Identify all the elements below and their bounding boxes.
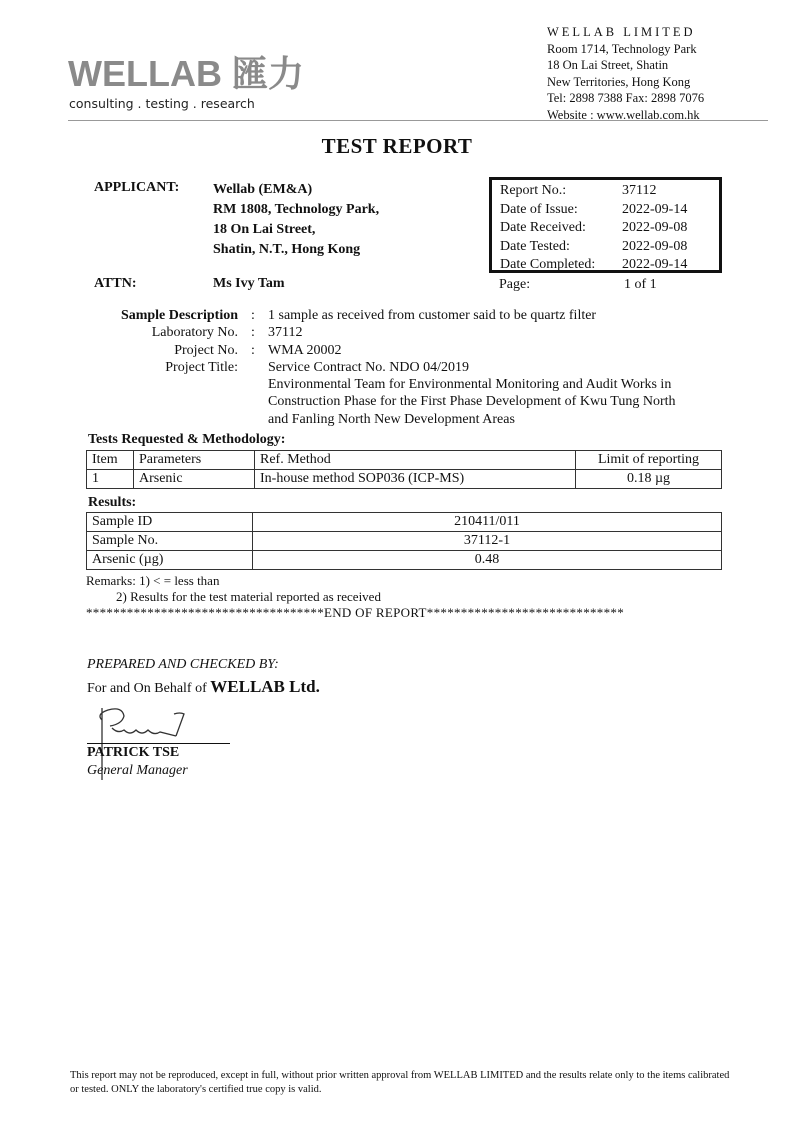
table-row: Arsenic (µg) 0.48 (87, 551, 722, 570)
info-row-date-received: Date Received: 2022-09-08 (500, 220, 688, 236)
table-row: 1 Arsenic In-house method SOP036 (ICP-MS) 0.18 µg (87, 470, 722, 489)
info-row-report-no: Report No.: 37112 (500, 183, 657, 198)
signer-name: PATRICK TSE (87, 745, 180, 760)
company-address-block (547, 24, 704, 123)
applicant-address-line: RM 1808, Technology Park, (213, 202, 380, 217)
on-behalf-line: For and On Behalf of WELLAB Ltd. (87, 677, 320, 696)
applicant-address-line: 18 On Lai Street, (213, 222, 316, 237)
applicant-address-line: Shatin, N.T., Hong Kong (213, 242, 361, 257)
header-divider (68, 120, 768, 121)
address-line: 18 On Lai Street, Shatin (547, 58, 669, 72)
table-row: Sample No. 37112-1 (87, 532, 722, 551)
tests-heading: Tests Requested & Methodology: (88, 432, 286, 447)
contact-line: Tel: 2898 7388 Fax: 2898 7076 (547, 91, 705, 105)
company-name: WELLAB LIMITED (547, 25, 696, 39)
table-header-row: Item Parameters Ref. Method Limit of reporting (87, 451, 722, 470)
signer-title: General Manager (87, 763, 188, 778)
table-row: Sample ID 210411/011 (87, 513, 722, 532)
info-row-date-tested: Date Tested: 2022-09-08 (500, 238, 688, 254)
remarks: Remarks: 1) < = less than 2) Results for the test material reported as received (86, 573, 381, 604)
attn-value: Ms Ivy Tam (213, 276, 285, 291)
report-info-box (489, 177, 722, 273)
footer-disclaimer: This report may not be reproduced, except in full, without prior written approval from WELLAB LIMITED and the results relate only to the items calibrated or tested. ONLY the laboratory's certified true copy is valid. (70, 1070, 730, 1095)
address-line: Room 1714, Technology Park (547, 41, 697, 56)
sample-description-block: Sample Description : 1 sample as received from customer said to be quartz filter Laboratory No. : 37112 Project No. : WMA 20002 Project Title: Service Contract No. NDO 04/2019 Environmental Team for Environmental Monitoring and Audit Works in Construction Phase for the First Phase Development of Kwu Tung North and Fanling North New Development Areas (120, 308, 676, 427)
prepared-by-label: PREPARED AND CHECKED BY: (87, 657, 279, 672)
info-row-date-completed: Date Completed: 2022-09-14 (500, 257, 688, 273)
website-line: Website : www.wellab.com.hk (547, 107, 700, 122)
signature-line (87, 743, 230, 744)
applicant-name: Wellab (EM&A) (213, 182, 313, 197)
company-tagline: consulting . testing . research (69, 96, 255, 111)
tests-table (86, 450, 722, 489)
attn-label: ATTN: (94, 276, 137, 291)
page-title: TEST REPORT (321, 134, 473, 158)
company-logo: WELLAB 匯力 (68, 53, 304, 94)
address-line: New Territories, Hong Kong (547, 74, 691, 89)
applicant-label: APPLICANT: (94, 180, 180, 195)
page-number: Page: 1 of 1 (499, 277, 657, 292)
info-row-date-issue: Date of Issue: 2022-09-14 (500, 201, 688, 217)
end-of-report: ***********************************END OF REPORT***************************** (86, 605, 624, 620)
results-heading: Results: (88, 495, 137, 510)
results-table (86, 512, 722, 570)
applicant-address (213, 180, 379, 260)
